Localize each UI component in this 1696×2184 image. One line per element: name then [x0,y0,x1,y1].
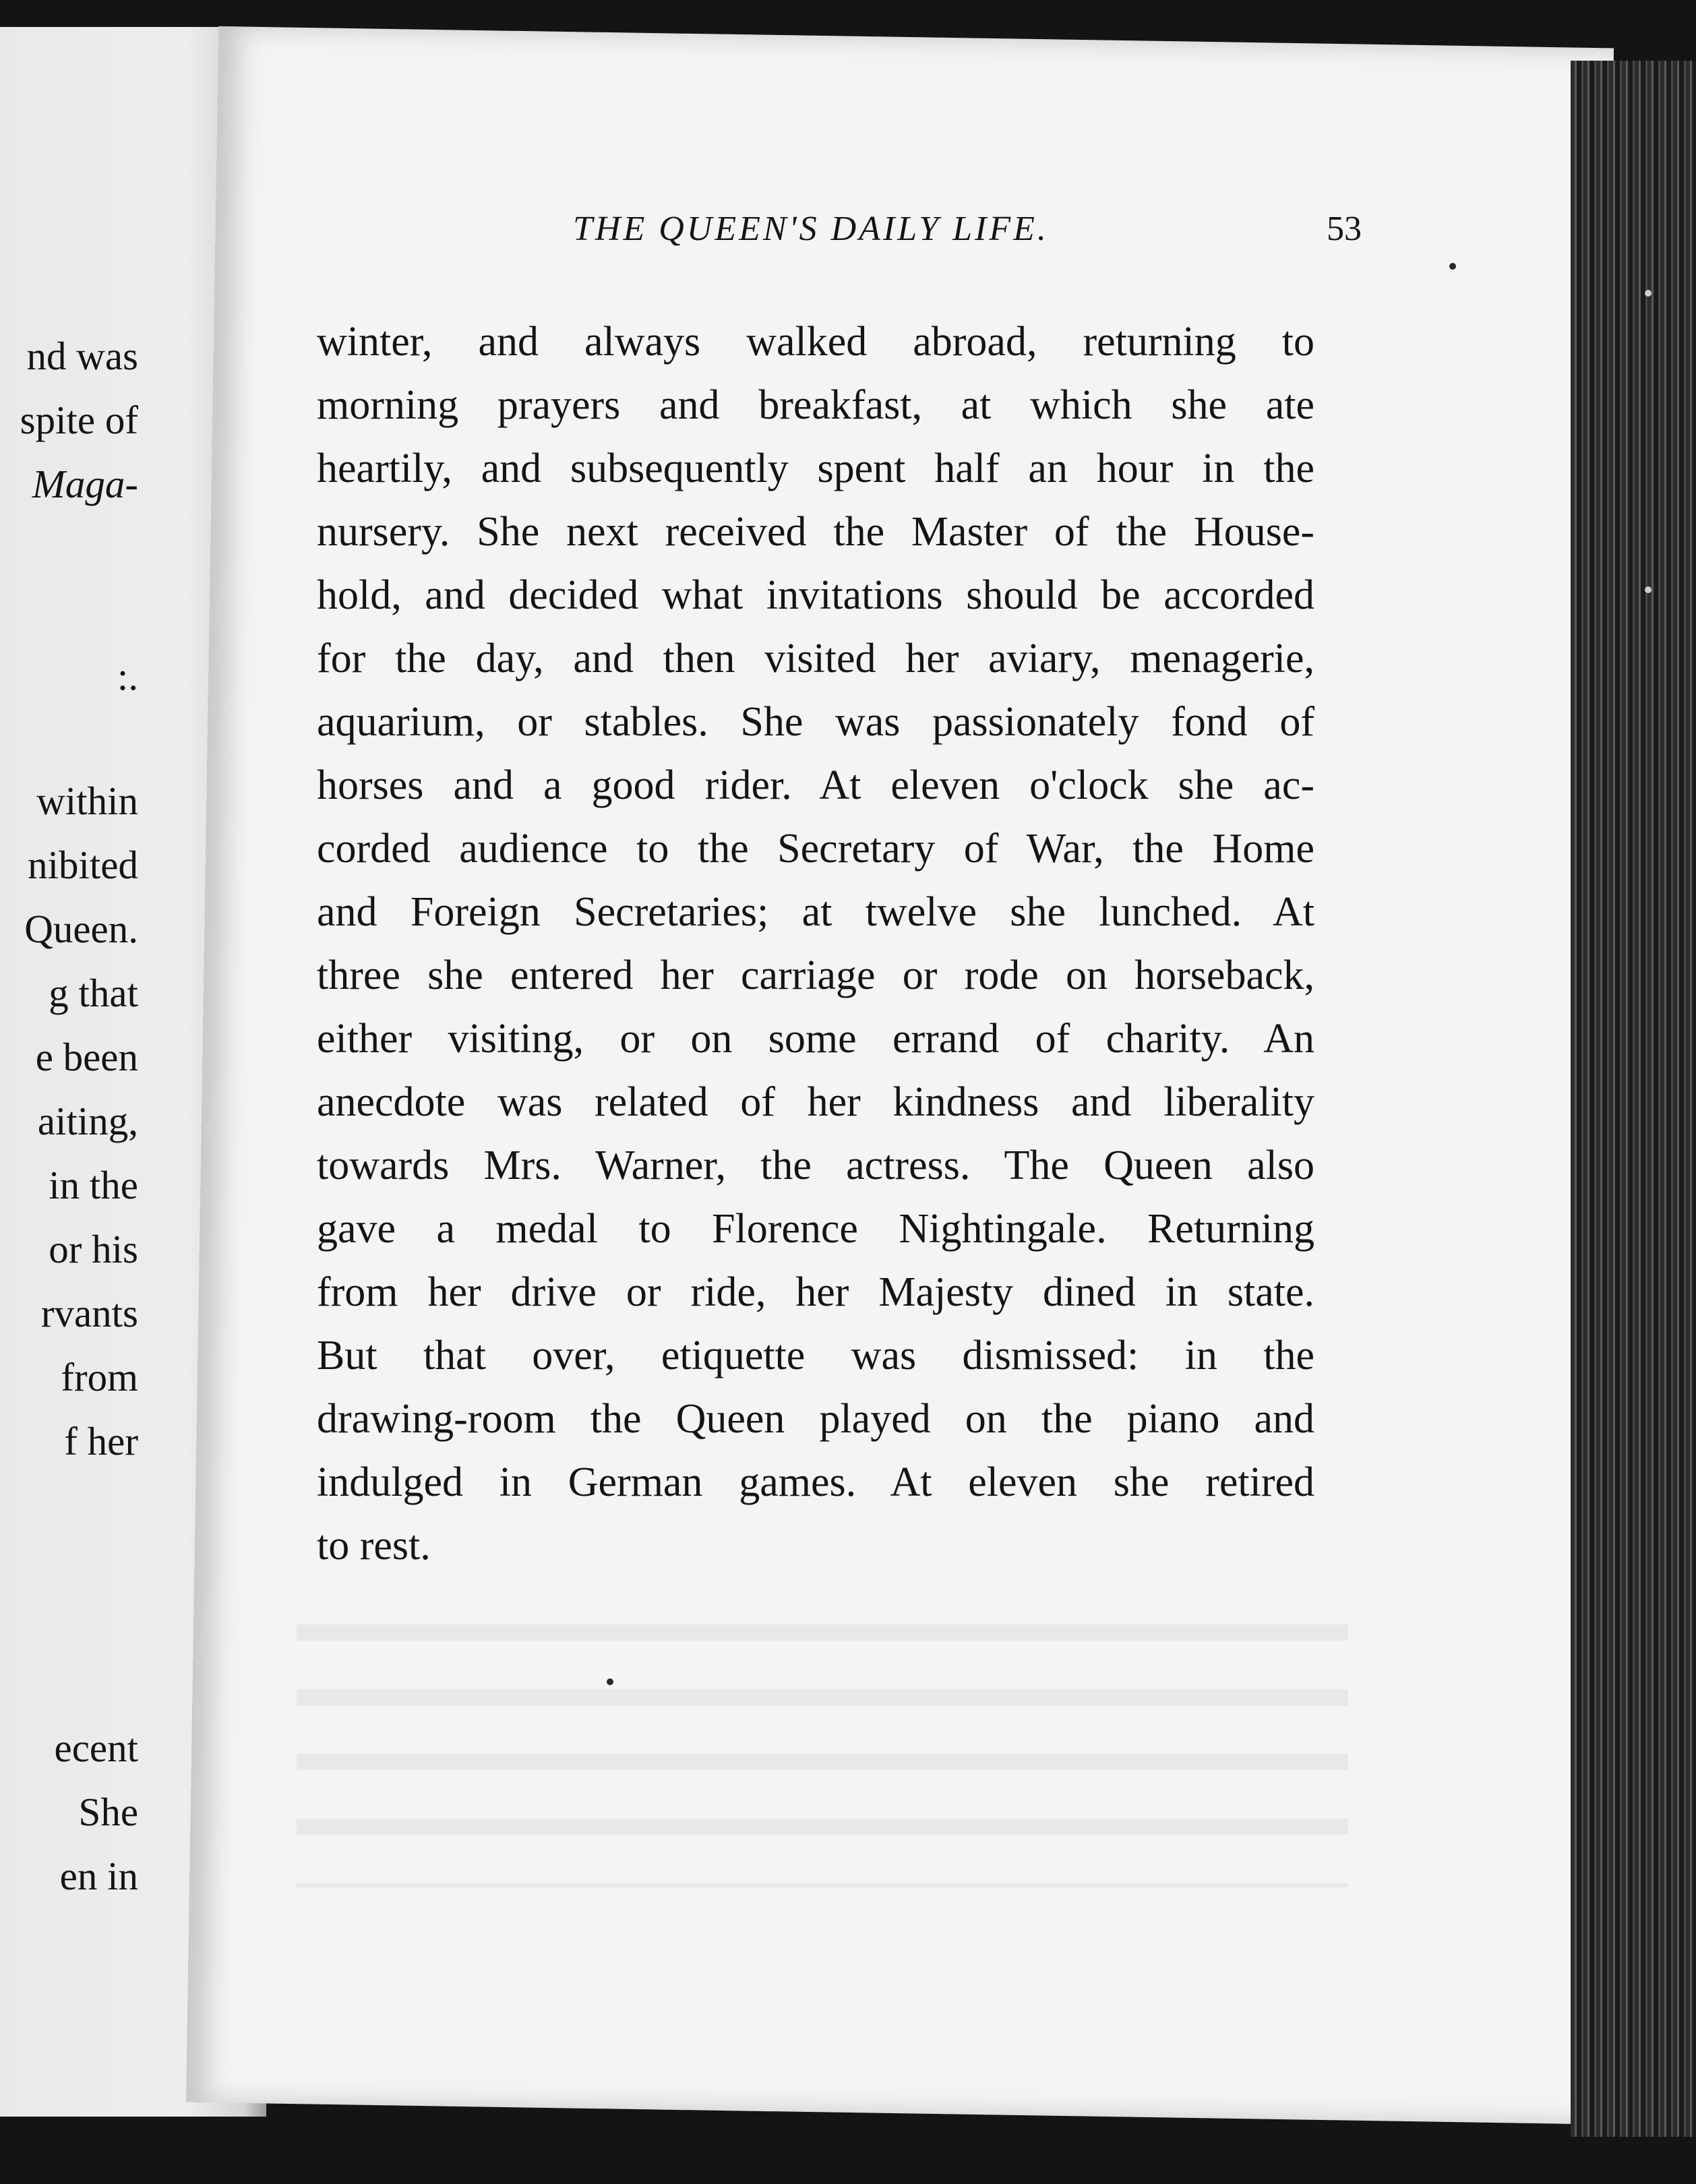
body-line: for the day, and then visited her aviary, menagerie, [317,636,1314,681]
left-page-line [0,1606,138,1660]
left-page-line: nd was [26,334,138,378]
body-line: gave a medal to Florence Nightingale. Returning [317,1206,1314,1252]
body-text [317,310,1314,1577]
left-page-line: within [36,779,138,823]
left-page-line: nibited [28,843,138,887]
left-page-line [0,713,138,767]
scan-speck [607,1678,613,1685]
body-line: to rest. [317,1523,431,1569]
left-page-line: :. [117,654,138,698]
body-line: three she entered her carriage or rode on horseback, [317,952,1314,998]
body-line: towards Mrs. Warner, the actress. The Queen also [317,1143,1314,1188]
left-page-line: g that [49,971,138,1015]
left-page-line: Maga- [32,462,138,506]
body-line: horses and a good rider. At eleven o'clock she ac- [317,762,1314,808]
left-page-line: aiting, [37,1099,138,1143]
body-line: corded audience to the Secretary of War, the Home [317,826,1314,872]
show-through-from-reverse [297,1604,1348,1887]
left-page-line [0,1670,138,1724]
body-line: aquarium, or stables. She was passionately fond of [317,699,1314,745]
left-page-line: She [78,1790,138,1834]
body-line: either visiting, or on some errand of charity. An [317,1016,1314,1062]
body-line: heartily, and subsequently spent half an hour in the [317,446,1314,491]
left-page-line: e been [35,1035,138,1079]
body-line: morning prayers and breakfast, at which she ate [317,382,1314,428]
left-page-line [0,1542,138,1596]
page-edges-fore-edge [1571,61,1696,2137]
body-line: But that over, etiquette was dismissed: in the [317,1333,1314,1378]
left-page-line [0,585,138,639]
left-page-line: spite of [20,398,138,442]
left-page-line: ecent [54,1726,138,1770]
body-line: anecdote was related of her kindness and liberality [317,1079,1314,1125]
body-line: and Foreign Secretaries; at twelve she lunched. At [317,889,1314,935]
left-page-line: rvants [40,1291,138,1335]
left-page-line [0,1478,138,1532]
scan-speck [1645,586,1652,593]
body-line: hold, and decided what invitations should be accorded [317,572,1314,618]
left-page-line [0,521,138,575]
left-page-line: f her [64,1419,138,1463]
body-line: drawing-room the Queen played on the piano and [317,1396,1314,1442]
running-header [377,195,1389,263]
scan-speck [1645,290,1652,297]
body-line: from her drive or ride, her Majesty dined in state. [317,1269,1314,1315]
scan-speck [1449,263,1456,270]
left-page-line: in the [49,1163,138,1207]
body-line: nursery. She next received the Master of the House- [317,509,1314,555]
body-line: winter, and always walked abroad, returning to [317,319,1314,365]
left-page-line: or his [49,1227,138,1271]
page-number: 53 [1327,210,1362,248]
left-page-line: en in [59,1854,138,1898]
running-header-title: THE QUEEN'S DAILY LIFE. [573,210,1049,248]
body-line: indulged in German games. At eleven she retired [317,1459,1314,1505]
left-page-line: from [61,1355,138,1399]
left-page-line: Queen. [24,907,138,951]
